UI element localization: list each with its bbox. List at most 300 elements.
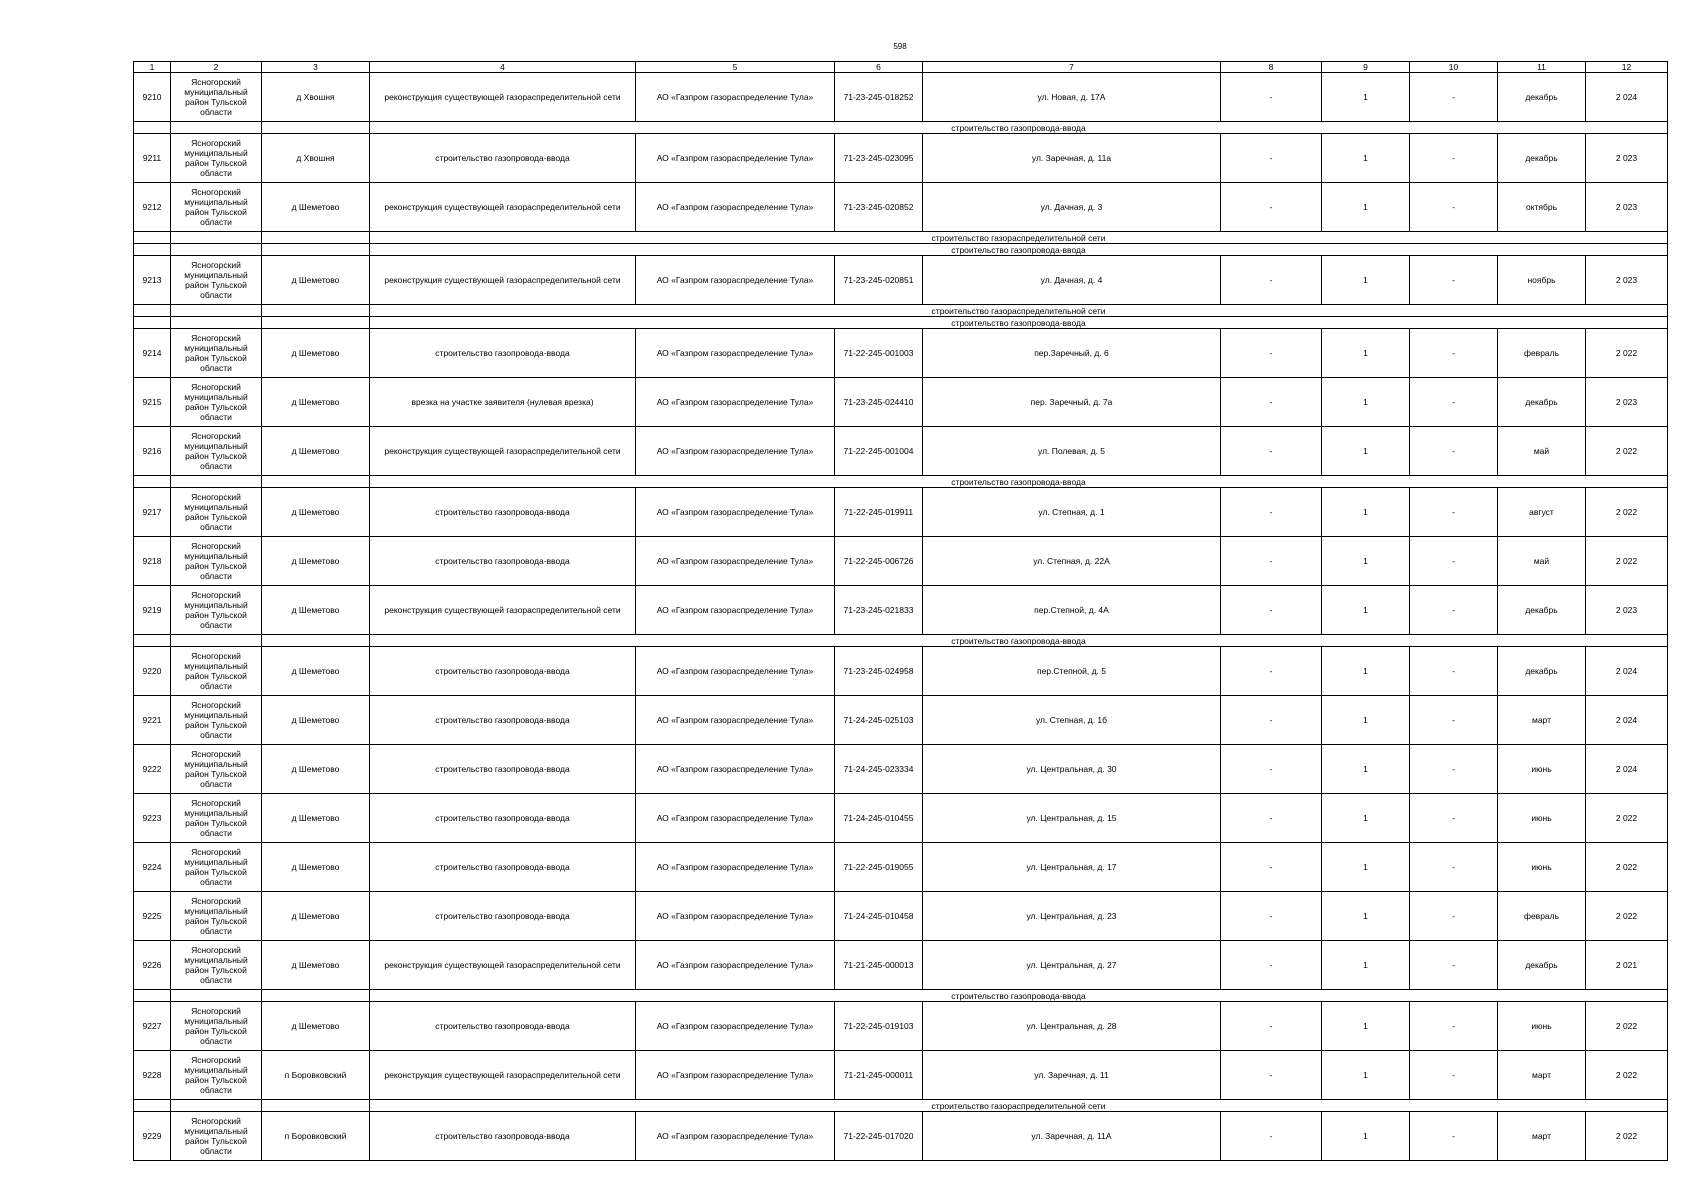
work-type-cell: строительство газопровода-ввода — [370, 1002, 636, 1051]
year-cell: 2 024 — [1586, 745, 1668, 794]
locality-cell: д Шеметово — [262, 941, 370, 990]
request-code-cell: 71-22-245-017020 — [835, 1112, 923, 1161]
month-cell: декабрь — [1498, 73, 1586, 122]
address-cell: ул. Центральная, д. 27 — [923, 941, 1221, 990]
request-code-cell: 71-22-245-001003 — [835, 329, 923, 378]
district-cell: Ясногорский муниципальный район Тульской области — [171, 134, 262, 183]
organization-cell: АО «Газпром газораспределение Тула» — [636, 647, 835, 696]
empty-cell — [171, 1100, 262, 1112]
col9-cell: 1 — [1322, 696, 1410, 745]
row-number-cell: 9215 — [134, 378, 171, 427]
col10-cell: - — [1410, 537, 1498, 586]
col10-cell: - — [1410, 1112, 1498, 1161]
page-number: 598 — [893, 42, 907, 51]
col8-cell: - — [1221, 329, 1322, 378]
address-cell: ул. Новая, д. 17А — [923, 73, 1221, 122]
month-cell: декабрь — [1498, 647, 1586, 696]
year-cell: 2 023 — [1586, 134, 1668, 183]
table-row — [134, 73, 1668, 122]
address-cell: ул. Степная, д. 22А — [923, 537, 1221, 586]
col8-cell: - — [1221, 73, 1322, 122]
locality-cell: п Боровковский — [262, 1051, 370, 1100]
col8-cell: - — [1221, 1112, 1322, 1161]
col8-cell: - — [1221, 183, 1322, 232]
table-row — [134, 941, 1668, 990]
request-code-cell: 71-23-245-024410 — [835, 378, 923, 427]
empty-cell — [262, 305, 370, 317]
col9-cell: 1 — [1322, 256, 1410, 305]
locality-cell: д Шеметово — [262, 427, 370, 476]
col9-cell: 1 — [1322, 427, 1410, 476]
empty-cell — [171, 990, 262, 1002]
col10-cell: - — [1410, 488, 1498, 537]
table-row — [134, 537, 1668, 586]
table-row — [134, 586, 1668, 635]
subheading-row — [134, 122, 1668, 134]
work-type-cell: строительство газопровода-ввода — [370, 329, 636, 378]
table-row — [134, 329, 1668, 378]
col9-cell: 1 — [1322, 941, 1410, 990]
table-row — [134, 794, 1668, 843]
row-number-cell: 9225 — [134, 892, 171, 941]
locality-cell: д Шеметово — [262, 488, 370, 537]
district-cell: Ясногорский муниципальный район Тульской области — [171, 256, 262, 305]
empty-cell — [134, 476, 171, 488]
address-cell: ул. Полевая, д. 5 — [923, 427, 1221, 476]
col9-cell: 1 — [1322, 329, 1410, 378]
col10-cell: - — [1410, 843, 1498, 892]
address-cell: ул. Центральная, д. 28 — [923, 1002, 1221, 1051]
col8-cell: - — [1221, 892, 1322, 941]
year-cell: 2 022 — [1586, 329, 1668, 378]
work-type-cell: реконструкция существующей газораспределительной сети — [370, 941, 636, 990]
row-number-cell: 9221 — [134, 696, 171, 745]
empty-cell — [262, 1100, 370, 1112]
table-row — [134, 745, 1668, 794]
row-number-cell: 9214 — [134, 329, 171, 378]
year-cell: 2 022 — [1586, 892, 1668, 941]
col8-cell: - — [1221, 378, 1322, 427]
empty-cell — [171, 317, 262, 329]
district-cell: Ясногорский муниципальный район Тульской области — [171, 427, 262, 476]
address-cell: ул. Заречная, д. 11а — [923, 134, 1221, 183]
empty-cell — [262, 122, 370, 134]
request-code-cell: 71-23-245-021833 — [835, 586, 923, 635]
col8-cell: - — [1221, 941, 1322, 990]
table-row — [134, 378, 1668, 427]
request-code-cell: 71-24-245-025103 — [835, 696, 923, 745]
column-number: 10 — [1410, 62, 1498, 73]
locality-cell: д Шеметово — [262, 378, 370, 427]
work-type-cell: реконструкция существующей газораспределительной сети — [370, 256, 636, 305]
col8-cell: - — [1221, 134, 1322, 183]
request-code-cell: 71-23-245-020852 — [835, 183, 923, 232]
year-cell: 2 022 — [1586, 537, 1668, 586]
subheading-row — [134, 635, 1668, 647]
empty-cell — [262, 232, 370, 244]
row-number-cell: 9212 — [134, 183, 171, 232]
month-cell: декабрь — [1498, 378, 1586, 427]
col9-cell: 1 — [1322, 794, 1410, 843]
row-number-cell: 9218 — [134, 537, 171, 586]
col10-cell: - — [1410, 696, 1498, 745]
organization-cell: АО «Газпром газораспределение Тула» — [636, 745, 835, 794]
work-type-cell: строительство газопровода-ввода — [370, 488, 636, 537]
request-code-cell: 71-23-245-023095 — [835, 134, 923, 183]
organization-cell: АО «Газпром газораспределение Тула» — [636, 843, 835, 892]
column-number-row — [134, 62, 1668, 73]
work-type-cell: строительство газопровода-ввода — [370, 537, 636, 586]
col8-cell: - — [1221, 488, 1322, 537]
col8-cell: - — [1221, 1002, 1322, 1051]
request-code-cell: 71-22-245-019055 — [835, 843, 923, 892]
empty-cell — [171, 635, 262, 647]
empty-cell — [134, 305, 171, 317]
col9-cell: 1 — [1322, 1051, 1410, 1100]
address-cell: ул. Центральная, д. 30 — [923, 745, 1221, 794]
organization-cell: АО «Газпром газораспределение Тула» — [636, 134, 835, 183]
organization-cell: АО «Газпром газораспределение Тула» — [636, 1002, 835, 1051]
col8-cell: - — [1221, 586, 1322, 635]
col10-cell: - — [1410, 183, 1498, 232]
subheading-text: строительство газораспределительной сети — [370, 232, 1668, 244]
district-cell: Ясногорский муниципальный район Тульской области — [171, 537, 262, 586]
organization-cell: АО «Газпром газораспределение Тула» — [636, 329, 835, 378]
address-cell: ул. Степная, д. 1 — [923, 488, 1221, 537]
locality-cell: д Шеметово — [262, 843, 370, 892]
district-cell: Ясногорский муниципальный район Тульской области — [171, 183, 262, 232]
year-cell: 2 022 — [1586, 843, 1668, 892]
row-number-cell: 9229 — [134, 1112, 171, 1161]
row-number-cell: 9219 — [134, 586, 171, 635]
empty-cell — [262, 317, 370, 329]
locality-cell: д Шеметово — [262, 696, 370, 745]
request-code-cell: 71-22-245-006726 — [835, 537, 923, 586]
row-number-cell: 9222 — [134, 745, 171, 794]
organization-cell: АО «Газпром газораспределение Тула» — [636, 1051, 835, 1100]
col8-cell: - — [1221, 537, 1322, 586]
subheading-text: строительство газопровода-ввода — [370, 990, 1668, 1002]
year-cell: 2 022 — [1586, 794, 1668, 843]
empty-cell — [134, 122, 171, 134]
month-cell: октябрь — [1498, 183, 1586, 232]
col10-cell: - — [1410, 378, 1498, 427]
year-cell: 2 023 — [1586, 378, 1668, 427]
request-code-cell: 71-23-245-024958 — [835, 647, 923, 696]
table-row — [134, 488, 1668, 537]
empty-cell — [171, 305, 262, 317]
col9-cell: 1 — [1322, 73, 1410, 122]
month-cell: ноябрь — [1498, 256, 1586, 305]
subheading-text: строительство газопровода-ввода — [370, 317, 1668, 329]
table-row — [134, 843, 1668, 892]
month-cell: июнь — [1498, 794, 1586, 843]
address-cell: пер.Степной, д. 4А — [923, 586, 1221, 635]
work-type-cell: реконструкция существующей газораспределительной сети — [370, 427, 636, 476]
col9-cell: 1 — [1322, 183, 1410, 232]
empty-cell — [262, 476, 370, 488]
work-type-cell: реконструкция существующей газораспределительной сети — [370, 586, 636, 635]
empty-cell — [134, 232, 171, 244]
district-cell: Ясногорский муниципальный район Тульской области — [171, 1051, 262, 1100]
locality-cell: д Шеметово — [262, 794, 370, 843]
table-row — [134, 696, 1668, 745]
empty-cell — [171, 232, 262, 244]
row-number-cell: 9224 — [134, 843, 171, 892]
organization-cell: АО «Газпром газораспределение Тула» — [636, 256, 835, 305]
col8-cell: - — [1221, 256, 1322, 305]
locality-cell: п Боровковский — [262, 1112, 370, 1161]
address-cell: ул. Дачная, д. 3 — [923, 183, 1221, 232]
col10-cell: - — [1410, 586, 1498, 635]
column-number: 7 — [923, 62, 1221, 73]
request-code-cell: 71-24-245-010458 — [835, 892, 923, 941]
locality-cell: д Шеметово — [262, 1002, 370, 1051]
year-cell: 2 024 — [1586, 73, 1668, 122]
district-cell: Ясногорский муниципальный район Тульской области — [171, 1002, 262, 1051]
district-cell: Ясногорский муниципальный район Тульской области — [171, 73, 262, 122]
col8-cell: - — [1221, 794, 1322, 843]
row-number-cell: 9227 — [134, 1002, 171, 1051]
table-body — [134, 62, 1668, 1161]
col10-cell: - — [1410, 1051, 1498, 1100]
work-type-cell: строительство газопровода-ввода — [370, 134, 636, 183]
col9-cell: 1 — [1322, 378, 1410, 427]
year-cell: 2 024 — [1586, 696, 1668, 745]
col8-cell: - — [1221, 696, 1322, 745]
year-cell: 2 023 — [1586, 256, 1668, 305]
month-cell: февраль — [1498, 329, 1586, 378]
col10-cell: - — [1410, 256, 1498, 305]
work-type-cell: строительство газопровода-ввода — [370, 843, 636, 892]
empty-cell — [134, 990, 171, 1002]
locality-cell: д Хвошня — [262, 73, 370, 122]
district-cell: Ясногорский муниципальный район Тульской области — [171, 892, 262, 941]
col9-cell: 1 — [1322, 1112, 1410, 1161]
month-cell: декабрь — [1498, 586, 1586, 635]
work-type-cell: строительство газопровода-ввода — [370, 1112, 636, 1161]
subheading-row — [134, 305, 1668, 317]
month-cell: февраль — [1498, 892, 1586, 941]
organization-cell: АО «Газпром газораспределение Тула» — [636, 427, 835, 476]
request-code-cell: 71-21-245-000011 — [835, 1051, 923, 1100]
request-code-cell: 71-24-245-023334 — [835, 745, 923, 794]
col10-cell: - — [1410, 745, 1498, 794]
subheading-text: строительство газораспределительной сети — [370, 305, 1668, 317]
subheading-row — [134, 1100, 1668, 1112]
work-type-cell: строительство газопровода-ввода — [370, 745, 636, 794]
row-number-cell: 9223 — [134, 794, 171, 843]
district-cell: Ясногорский муниципальный район Тульской области — [171, 794, 262, 843]
column-number: 3 — [262, 62, 370, 73]
address-cell: пер. Заречный, д. 7а — [923, 378, 1221, 427]
subheading-row — [134, 317, 1668, 329]
table-row — [134, 1002, 1668, 1051]
row-number-cell: 9228 — [134, 1051, 171, 1100]
year-cell: 2 023 — [1586, 586, 1668, 635]
table-row — [134, 1051, 1668, 1100]
month-cell: июнь — [1498, 843, 1586, 892]
work-type-cell: реконструкция существующей газораспределительной сети — [370, 1051, 636, 1100]
empty-cell — [262, 244, 370, 256]
table-row — [134, 1112, 1668, 1161]
registry-table — [133, 61, 1668, 1161]
empty-cell — [134, 317, 171, 329]
col9-cell: 1 — [1322, 1002, 1410, 1051]
row-number-cell: 9226 — [134, 941, 171, 990]
district-cell: Ясногорский муниципальный район Тульской области — [171, 329, 262, 378]
year-cell: 2 022 — [1586, 1051, 1668, 1100]
row-number-cell: 9216 — [134, 427, 171, 476]
col9-cell: 1 — [1322, 745, 1410, 794]
column-number: 6 — [835, 62, 923, 73]
organization-cell: АО «Газпром газораспределение Тула» — [636, 696, 835, 745]
col8-cell: - — [1221, 647, 1322, 696]
empty-cell — [262, 990, 370, 1002]
district-cell: Ясногорский муниципальный район Тульской области — [171, 843, 262, 892]
organization-cell: АО «Газпром газораспределение Тула» — [636, 488, 835, 537]
subheading-text: строительство газопровода-ввода — [370, 476, 1668, 488]
locality-cell: д Шеметово — [262, 329, 370, 378]
empty-cell — [171, 476, 262, 488]
month-cell: март — [1498, 1051, 1586, 1100]
col8-cell: - — [1221, 1051, 1322, 1100]
col9-cell: 1 — [1322, 586, 1410, 635]
month-cell: март — [1498, 696, 1586, 745]
column-number: 4 — [370, 62, 636, 73]
request-code-cell: 71-23-245-020851 — [835, 256, 923, 305]
col10-cell: - — [1410, 1002, 1498, 1051]
request-code-cell: 71-23-245-018252 — [835, 73, 923, 122]
address-cell: ул. Степная, д. 1б — [923, 696, 1221, 745]
year-cell: 2 022 — [1586, 1112, 1668, 1161]
organization-cell: АО «Газпром газораспределение Тула» — [636, 537, 835, 586]
locality-cell: д Хвошня — [262, 134, 370, 183]
subheading-row — [134, 232, 1668, 244]
work-type-cell: врезка на участке заявителя (нулевая врезка) — [370, 378, 636, 427]
locality-cell: д Шеметово — [262, 586, 370, 635]
district-cell: Ясногорский муниципальный район Тульской области — [171, 696, 262, 745]
district-cell: Ясногорский муниципальный район Тульской области — [171, 745, 262, 794]
subheading-row — [134, 244, 1668, 256]
col10-cell: - — [1410, 134, 1498, 183]
subheading-row — [134, 476, 1668, 488]
table-row — [134, 647, 1668, 696]
work-type-cell: строительство газопровода-ввода — [370, 696, 636, 745]
empty-cell — [134, 1100, 171, 1112]
address-cell: ул. Заречная, д. 11А — [923, 1112, 1221, 1161]
subheading-text: строительство газопровода-ввода — [370, 122, 1668, 134]
col9-cell: 1 — [1322, 647, 1410, 696]
subheading-text: строительство газопровода-ввода — [370, 635, 1668, 647]
empty-cell — [171, 244, 262, 256]
address-cell: ул. Центральная, д. 15 — [923, 794, 1221, 843]
month-cell: март — [1498, 1112, 1586, 1161]
col10-cell: - — [1410, 73, 1498, 122]
organization-cell: АО «Газпром газораспределение Тула» — [636, 73, 835, 122]
organization-cell: АО «Газпром газораспределение Тула» — [636, 1112, 835, 1161]
table-row — [134, 427, 1668, 476]
column-number: 8 — [1221, 62, 1322, 73]
col10-cell: - — [1410, 892, 1498, 941]
empty-cell — [134, 635, 171, 647]
col10-cell: - — [1410, 941, 1498, 990]
row-number-cell: 9210 — [134, 73, 171, 122]
address-cell: пер.Заречный, д. 6 — [923, 329, 1221, 378]
row-number-cell: 9217 — [134, 488, 171, 537]
locality-cell: д Шеметово — [262, 537, 370, 586]
year-cell: 2 022 — [1586, 427, 1668, 476]
month-cell: июнь — [1498, 1002, 1586, 1051]
table-row — [134, 256, 1668, 305]
locality-cell: д Шеметово — [262, 256, 370, 305]
year-cell: 2 022 — [1586, 488, 1668, 537]
district-cell: Ясногорский муниципальный район Тульской области — [171, 647, 262, 696]
organization-cell: АО «Газпром газораспределение Тула» — [636, 586, 835, 635]
address-cell: ул. Заречная, д. 11 — [923, 1051, 1221, 1100]
locality-cell: д Шеметово — [262, 647, 370, 696]
table-row — [134, 134, 1668, 183]
column-number: 11 — [1498, 62, 1586, 73]
request-code-cell: 71-24-245-010455 — [835, 794, 923, 843]
empty-cell — [262, 635, 370, 647]
request-code-cell: 71-22-245-019103 — [835, 1002, 923, 1051]
organization-cell: АО «Газпром газораспределение Тула» — [636, 892, 835, 941]
work-type-cell: реконструкция существующей газораспределительной сети — [370, 183, 636, 232]
address-cell: ул. Центральная, д. 23 — [923, 892, 1221, 941]
month-cell: август — [1498, 488, 1586, 537]
empty-cell — [171, 122, 262, 134]
col8-cell: - — [1221, 843, 1322, 892]
col10-cell: - — [1410, 329, 1498, 378]
district-cell: Ясногорский муниципальный район Тульской области — [171, 586, 262, 635]
locality-cell: д Шеметово — [262, 892, 370, 941]
address-cell: ул. Центральная, д. 17 — [923, 843, 1221, 892]
year-cell: 2 021 — [1586, 941, 1668, 990]
col10-cell: - — [1410, 427, 1498, 476]
month-cell: май — [1498, 427, 1586, 476]
work-type-cell: строительство газопровода-ввода — [370, 892, 636, 941]
locality-cell: д Шеметово — [262, 183, 370, 232]
row-number-cell: 9213 — [134, 256, 171, 305]
month-cell: декабрь — [1498, 941, 1586, 990]
organization-cell: АО «Газпром газораспределение Тула» — [636, 183, 835, 232]
work-type-cell: реконструкция существующей газораспределительной сети — [370, 73, 636, 122]
month-cell: июнь — [1498, 745, 1586, 794]
year-cell: 2 022 — [1586, 1002, 1668, 1051]
column-number: 5 — [636, 62, 835, 73]
district-cell: Ясногорский муниципальный район Тульской области — [171, 941, 262, 990]
col9-cell: 1 — [1322, 488, 1410, 537]
table-row — [134, 892, 1668, 941]
subheading-text: строительство газораспределительной сети — [370, 1100, 1668, 1112]
address-cell: ул. Дачная, д. 4 — [923, 256, 1221, 305]
empty-cell — [134, 244, 171, 256]
col8-cell: - — [1221, 745, 1322, 794]
column-number: 9 — [1322, 62, 1410, 73]
district-cell: Ясногорский муниципальный район Тульской области — [171, 1112, 262, 1161]
subheading-text: строительство газопровода-ввода — [370, 244, 1668, 256]
column-number: 1 — [134, 62, 171, 73]
column-number: 2 — [171, 62, 262, 73]
col10-cell: - — [1410, 794, 1498, 843]
col9-cell: 1 — [1322, 892, 1410, 941]
table-row — [134, 183, 1668, 232]
locality-cell: д Шеметово — [262, 745, 370, 794]
address-cell: пер.Степной, д. 5 — [923, 647, 1221, 696]
organization-cell: АО «Газпром газораспределение Тула» — [636, 941, 835, 990]
district-cell: Ясногорский муниципальный район Тульской области — [171, 488, 262, 537]
